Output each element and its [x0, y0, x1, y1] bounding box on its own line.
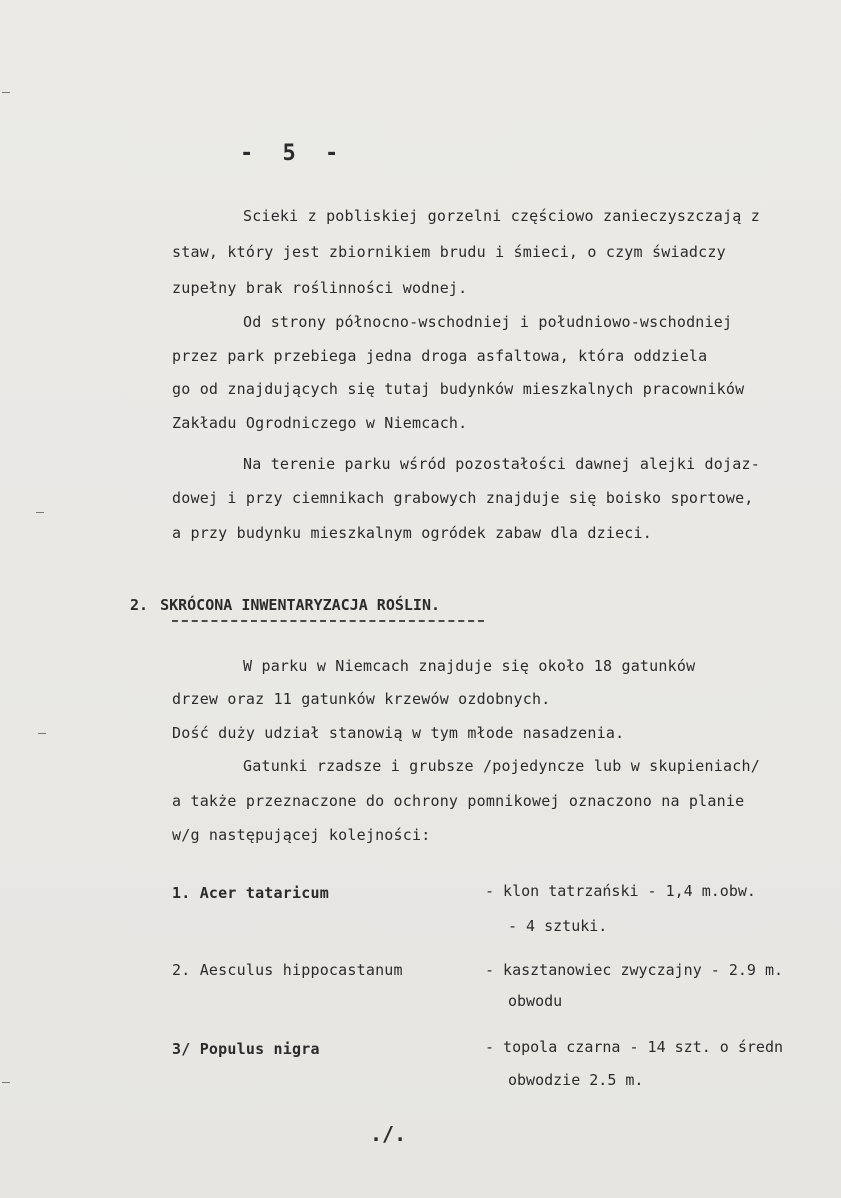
margin-mark [36, 512, 44, 513]
species-description: - topola czarna - 14 szt. o średn [485, 1038, 784, 1056]
margin-mark [2, 92, 10, 93]
page-continuation-mark: ./. [370, 1122, 407, 1146]
text-line: Gatunki rzadsze i grubsze /pojedyncze lub w skupieniach/ [243, 757, 760, 775]
text-line: Zakładu Ogrodniczego w Niemcach. [172, 414, 468, 432]
text-line: Od strony północno-wschodniej i południowo-wschodniej [243, 313, 733, 331]
text-line: przez park przebiega jedna droga asfaltowa, która oddziela [172, 347, 708, 365]
section-title: SKRÓCONA INWENTARYZACJA ROŚLIN. [160, 596, 441, 614]
text-line: a także przeznaczone do ochrony pomnikowej oznaczono na planie [172, 792, 745, 810]
species-latin-name: 3/ Populus nigra [172, 1040, 320, 1058]
species-description: - 4 sztuki. [508, 917, 608, 935]
text-line: staw, który jest zbiornikiem brudu i śmieci, o czym świadczy [172, 243, 726, 261]
text-line: Scieki z pobliskiej gorzelni częściowo zanieczyszczają z [243, 207, 760, 225]
section-number: 2. [130, 596, 149, 614]
text-line: go od znajdujących się tutaj budynków mieszkalnych pracowników [172, 380, 745, 398]
margin-mark [2, 1082, 10, 1083]
text-line: dowej i przy ciemnikach grabowych znajduje się boisko sportowe, [172, 489, 754, 507]
heading-underline [172, 620, 484, 622]
species-description: - klon tatrzański - 1,4 m.obw. [485, 882, 756, 900]
text-line: W parku w Niemcach znajduje się około 18 gatunków [243, 657, 696, 675]
page-number: - 5 - [240, 141, 347, 166]
text-line: Na terenie parku wśród pozostałości dawnej alejki dojaz- [243, 455, 760, 473]
margin-mark [38, 733, 46, 734]
section-heading [130, 596, 440, 614]
species-description: - kasztanowiec zwyczajny - 2.9 m. [485, 961, 784, 979]
text-line: Dość duży udział stanowią w tym młode nasadzenia. [172, 724, 625, 742]
species-description: obwodzie 2.5 m. [508, 1071, 644, 1089]
text-line: drzew oraz 11 gatunków krzewów ozdobnych. [172, 690, 551, 708]
text-line: zupełny brak roślinności wodnej. [172, 279, 468, 297]
species-latin-name: 1. Acer tataricum [172, 884, 329, 902]
species-latin-name: 2. Aesculus hippocastanum [172, 961, 403, 979]
species-description: obwodu [508, 992, 563, 1010]
text-line: w/g następującej kolejności: [172, 826, 431, 844]
text-line: a przy budynku mieszkalnym ogródek zabaw dla dzieci. [172, 524, 652, 542]
